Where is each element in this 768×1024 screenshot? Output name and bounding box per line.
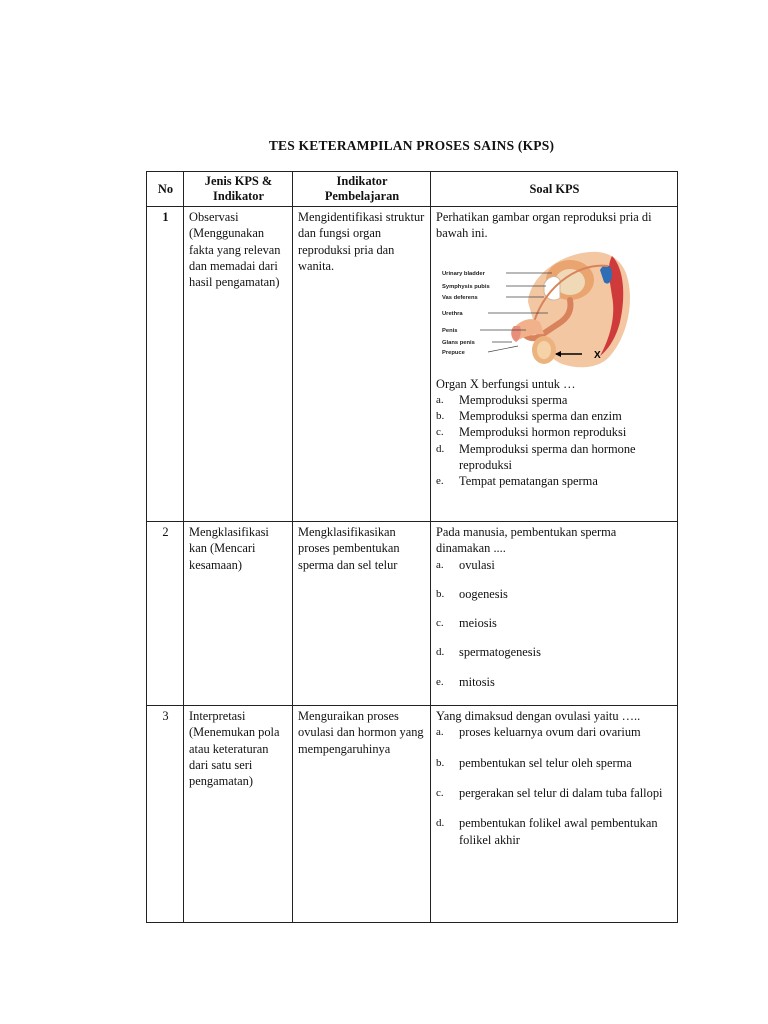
row-number: 3 <box>147 706 184 923</box>
figure-labels <box>442 271 490 356</box>
option-letter: c. <box>436 786 444 799</box>
option-letter: a. <box>436 558 444 571</box>
question-text: Pada manusia, pembentukan sperma dinamakan .... <box>436 525 617 556</box>
option-letter: d. <box>436 646 445 659</box>
indikator-cell: Mengidentifikasi struktur dan fungsi organ reproduksi pria dan wanita. <box>293 207 431 522</box>
option-letter: c. <box>436 617 444 630</box>
option-letter: e. <box>436 675 444 688</box>
jenis-kps-cell: Interpretasi (Menemukan pola atau keteraturan dari satu seri pengamatan) <box>184 706 293 923</box>
option-text: pergerakan sel telur di dalam tuba fallopi <box>459 785 663 800</box>
option-text: Memproduksi sperma dan hormone reproduksi <box>459 441 636 473</box>
document-title: TES KETERAMPILAN PROSES SAINS (KPS) <box>268 138 555 153</box>
option-list <box>436 392 673 490</box>
table-row <box>147 207 678 522</box>
option-text: Memproduksi hormon reproduksi <box>459 425 627 440</box>
header-indikator: Indikator Pembelajaran <box>293 172 431 207</box>
header-soal-kps: Soal KPS <box>431 172 678 207</box>
testis-inner-shape <box>537 341 551 359</box>
option-letter: e. <box>436 475 444 488</box>
soal-cell <box>431 522 678 706</box>
option-list <box>436 557 673 690</box>
option-letter: a. <box>436 726 444 739</box>
option-text: pembentukan sel telur oleh sperma <box>459 755 632 770</box>
option-c <box>436 785 673 801</box>
option-text: oogenesis <box>459 586 508 601</box>
row-number: 1 <box>147 207 184 522</box>
option-a <box>436 392 673 408</box>
option-b <box>436 408 673 424</box>
header-no: No <box>147 172 184 207</box>
label-vas-deferens: Vas deferens <box>442 294 478 301</box>
label-glans-penis: Glans penis <box>442 339 475 346</box>
option-b <box>436 586 673 602</box>
option-letter: c. <box>436 426 444 439</box>
option-b <box>436 755 673 771</box>
marker-x-label: X <box>594 349 601 361</box>
label-prepuce: Prepuce <box>442 349 465 356</box>
header-jenis-kps: Jenis KPS & Indikator <box>184 172 293 207</box>
option-letter: d. <box>436 817 445 830</box>
option-text: spermatogenesis <box>459 645 541 660</box>
option-text: Memproduksi sperma <box>459 392 568 407</box>
option-list <box>436 724 673 847</box>
option-e <box>436 473 673 489</box>
row-number: 2 <box>147 522 184 706</box>
male-reproductive-organ-figure <box>440 246 636 372</box>
question-intro: Perhatikan gambar organ reproduksi pria di bawah ini. <box>436 210 652 241</box>
soal-cell <box>431 706 678 923</box>
label-urinary-bladder: Urinary bladder <box>442 270 485 277</box>
indikator-cell: Mengklasifikasikan proses pembentukan sperma dan sel telur <box>293 522 431 706</box>
option-d <box>436 441 673 474</box>
option-text: Tempat pematangan sperma <box>459 474 598 489</box>
option-letter: b. <box>436 587 445 600</box>
label-penis: Penis <box>442 327 458 334</box>
option-text: proses keluarnya ovum dari ovarium <box>459 725 641 740</box>
option-letter: a. <box>436 393 444 406</box>
option-c <box>436 615 673 631</box>
table-header-row <box>147 172 678 207</box>
option-e <box>436 674 673 690</box>
option-text: Memproduksi sperma dan enzim <box>459 409 622 424</box>
question-text: Organ X berfungsi untuk … <box>436 376 576 391</box>
option-d <box>436 644 673 660</box>
label-symphysis-pubis: Symphysis pubis <box>442 283 490 290</box>
jenis-kps-cell: Mengklasifikasi kan (Mencari kesamaan) <box>184 522 293 706</box>
jenis-kps-cell: Observasi (Menggunakan fakta yang relevan dan memadai dari hasil pengamatan) <box>184 207 293 522</box>
glans-penis-shape <box>511 326 521 342</box>
option-text: mitosis <box>459 674 495 689</box>
option-text: pembentukan folikel awal pembentukan folikel akhir <box>459 816 658 847</box>
option-letter: b. <box>436 410 445 423</box>
indikator-cell: Menguraikan proses ovulasi dan hormon yang mempengaruhinya <box>293 706 431 923</box>
option-letter: b. <box>436 756 445 769</box>
table-row <box>147 706 678 923</box>
kps-table <box>146 171 678 923</box>
option-text: meiosis <box>459 616 497 631</box>
table-row <box>147 522 678 706</box>
soal-cell <box>431 207 678 522</box>
label-urethra: Urethra <box>442 310 463 317</box>
option-text: ovulasi <box>459 557 495 572</box>
option-a <box>436 724 673 740</box>
option-c <box>436 424 673 440</box>
option-d <box>436 815 673 848</box>
option-letter: d. <box>436 442 445 455</box>
option-a <box>436 557 673 573</box>
question-text: Yang dimaksud dengan ovulasi yaitu ….. <box>436 709 641 724</box>
